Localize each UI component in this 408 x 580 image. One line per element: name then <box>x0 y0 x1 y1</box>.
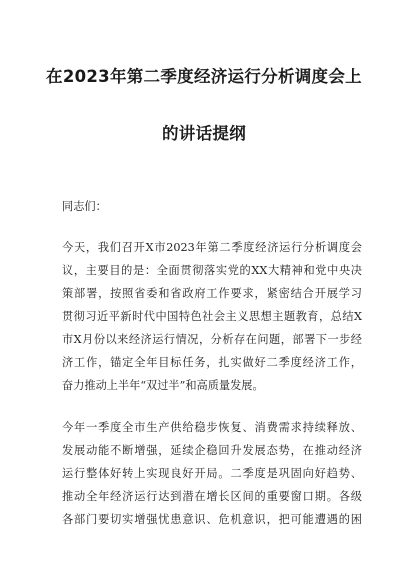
paragraph-line: 运行整体好转上实现良好开局。二季度是巩固向好趋势、 <box>62 467 362 480</box>
paragraph-line: 各部门要切实增强忧患意识、危机意识，把可能遭遇的困 <box>62 513 362 526</box>
paragraph-line: 策部署，按照省委和省政府工作要求，紧密结合开展学习 <box>62 287 362 300</box>
paragraph-line: 推动全年经济运行达到潜在增长区间的重要窗口期。各级 <box>62 490 362 503</box>
paragraph-line: 今天，我们召开X市2023年第二季度经济运行分析调度会 <box>62 241 362 254</box>
paragraph-line: 发展动能不断增强，延续企稳回升发展态势，在推动经济 <box>62 444 362 457</box>
paragraph-line: 贯彻习近平新时代中国特色社会主义思想主题教育，总结X <box>62 310 362 323</box>
paragraph-line: 市X月份以来经济运行情况，分析存在问题，部署下一步经 <box>62 333 362 346</box>
salutation: 同志们： <box>62 200 107 213</box>
paragraph-line: 议，主要目的是：全面贯彻落实党的XX大精神和党中央决 <box>62 264 362 277</box>
paragraph-line: 济工作，锚定全年目标任务，扎实做好二季度经济工作， <box>62 356 362 369</box>
document-title-line-1: 在2023年第二季度经济运行分析调度会上 <box>46 67 362 86</box>
document-title-line-2: 的讲话提纲 <box>162 124 246 143</box>
paragraph-line: 奋力推动上半年“双过半”和高质量发展。 <box>62 379 264 392</box>
paragraph-line: 今年一季度全市生产供给稳步恢复、消费需求持续释放、 <box>62 421 362 434</box>
